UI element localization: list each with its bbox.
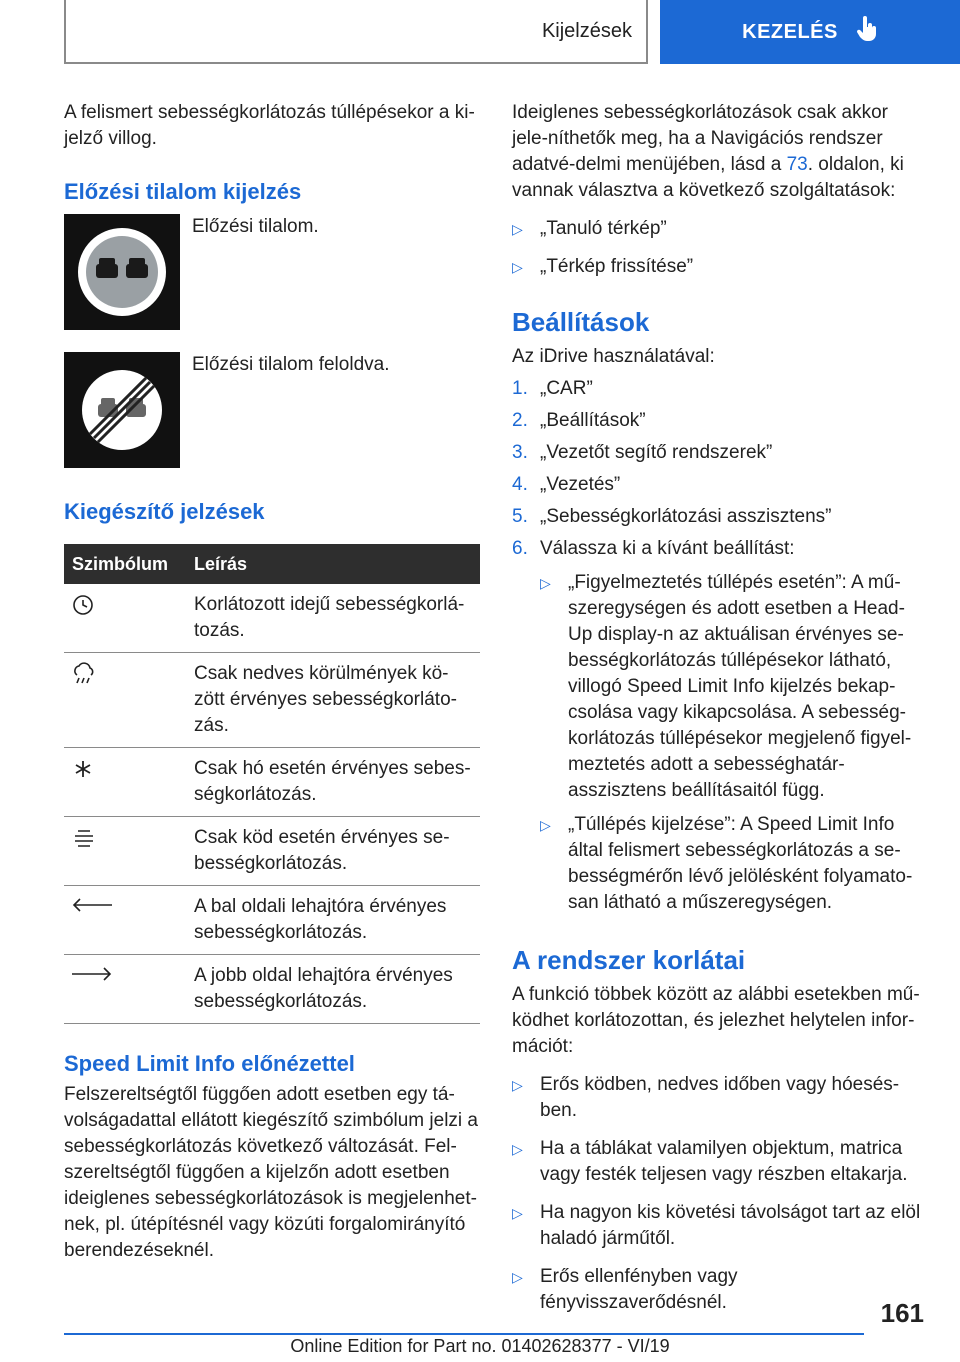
left-column [64, 100, 480, 1264]
list-item: 2. „Beállítások” [512, 410, 646, 431]
list-item: ▷ „Figyelmeztetés túllépés esetén”: A mű-szeregységen és adott esetben a Head-Up display-n az aktuálisan érvényes se-bességkorlátozás túllépésekor látható, villogó Speed Limit Info kijelzés bekap-csolása vagy kikapcsolása. A sebesség-korlátozás túllépésekor megjelenő figyel-meztetés adott a sebességhatár-asszisztens beállításaitól függ. [540, 570, 928, 804]
list-item: ▷ „Térkép frissítése” [512, 254, 928, 280]
header-chapter [660, 0, 960, 64]
triangle-bullet-icon: ▷ [512, 259, 523, 275]
table-header-symbol: Szimbólum [64, 544, 186, 584]
sign2-label: Előzési tilalom feloldva. [192, 354, 390, 375]
list-item: ▷ Erős ellenfényben vagy fényvisszaverődésnél. [512, 1264, 928, 1316]
settings-options [540, 570, 928, 916]
table-row [64, 653, 480, 748]
triangle-bullet-icon: ▷ [512, 1141, 523, 1157]
triangle-bullet-icon: ▷ [512, 221, 523, 237]
sign-row-no-overtaking [64, 214, 480, 330]
settings-intro: Az iDrive használatával: [512, 346, 715, 367]
triangle-bullet-icon: ▷ [512, 1205, 523, 1221]
table-row [64, 584, 480, 653]
footer-edition: Online Edition for Part no. 01402628377 - VI/19 [290, 1336, 670, 1356]
header-section [64, 0, 648, 64]
table-row [64, 817, 480, 886]
list-item: 1. „CAR” [512, 378, 593, 399]
end-no-overtaking-sign-icon [64, 352, 180, 468]
triangle-bullet-icon: ▷ [540, 575, 551, 591]
table-cell-text: A jobb oldal lehajtóra érvényes sebességkorlátozás. [186, 955, 480, 1024]
intro-paragraph: A felismert sebességkorlátozás túllépésekor a ki-jelző villog. [64, 102, 475, 149]
preview-paragraph: Felszereltségtől függően adott esetben egy tá-volságadattal ellátott kiegészítő szimbólum jelzi a sebességkorlátozás következő változását. Fel-szereltségtől függően a kijelzőn adott esetben ideiglenes sebességkorlátozások is megjelenhet-nek, pl. útépítésnél vagy közúti forgalomirányító berendezéseknél. [64, 1084, 478, 1261]
table-header-row [64, 544, 480, 584]
hand-pointer-icon [856, 16, 878, 48]
table-cell-text: Csak köd esetén érvényes se-bességkorlátozás. [186, 817, 480, 886]
list-item: ▷ Ha nagyon kis követési távolságot tart az elöl haladó járműtől. [512, 1200, 928, 1252]
preview-heading: Speed Limit Info előnézettel [64, 1051, 355, 1076]
table-cell-text: A bal oldali lehajtóra érvényes sebességkorlátozás. [186, 886, 480, 955]
table-cell-text: Korlátozott idejű sebességkorlá-tozás. [186, 584, 480, 653]
sign-row-no-overtaking-end [64, 352, 480, 468]
list-item: 5. „Sebességkorlátozási asszisztens” [512, 506, 832, 527]
arrow-right-icon [70, 969, 114, 990]
fog-icon [70, 835, 98, 856]
table-row [64, 748, 480, 817]
list-item: ▷ „Tanuló térkép” [512, 216, 928, 242]
triangle-bullet-icon: ▷ [512, 1269, 523, 1285]
rain-cloud-icon [70, 671, 98, 692]
table-row [64, 886, 480, 955]
table-header-description: Leírás [186, 544, 480, 584]
settings-heading: Beállítások [512, 307, 650, 337]
right-column [512, 100, 928, 1316]
clock-icon [70, 602, 96, 623]
services-list [512, 216, 928, 280]
page-number: 161 [880, 1298, 924, 1328]
arrow-left-icon [70, 900, 114, 921]
supplementary-table [64, 544, 480, 1024]
limits-heading: A rendszer korlátai [512, 945, 746, 975]
no-overtaking-sign-icon [64, 214, 180, 330]
table-cell-text: Csak nedves körülmények kö-zött érvényes sebességkorláto-zás. [186, 653, 480, 748]
temporary-limits-paragraph [512, 100, 928, 204]
table-row [64, 955, 480, 1024]
list-item: 3. „Vezetőt segítő rendszerek” [512, 442, 773, 463]
list-item: 4. „Vezetés” [512, 474, 621, 495]
footer-divider [64, 1333, 864, 1335]
limits-list [512, 1072, 928, 1316]
list-item: ▷ „Túllépés kijelzése”: A Speed Limit Info által felismert sebességkorlátozás a se-bességmérőn lévő jelölésként folyamato-san látható a műszeregységen. [540, 812, 928, 916]
intro-text-after: . oldalon, ki vannak választva a következő szolgáltatások: [512, 154, 904, 201]
header-section-title: Kijelzések [541, 19, 632, 42]
list-item: ▷ Erős ködben, nedves időben vagy hóesés-ben. [512, 1072, 928, 1124]
settings-steps [512, 376, 928, 562]
list-item: 6. Válassza ki a kívánt beállítást: [512, 538, 795, 559]
sign1-label: Előzési tilalom. [192, 216, 319, 237]
list-item: ▷ Ha a táblákat valamilyen objektum, matrica vagy festék teljesen vagy részben eltakarja. [512, 1136, 928, 1188]
page-link[interactable]: 73 [786, 154, 808, 175]
triangle-bullet-icon: ▷ [540, 817, 551, 833]
table-cell-text: Csak hó esetén érvényes sebes-ségkorlátozás. [186, 748, 480, 817]
no-overtaking-heading: Előzési tilalom kijelzés [64, 179, 302, 204]
limits-intro: A funkció többek között az alábbi esetekben mű-ködhet korlátozottan, és jelezhet helytelen infor-mációt: [512, 984, 920, 1057]
snowflake-icon [70, 766, 96, 787]
intro-text-before: Ideiglenes sebességkorlátozások csak akkor jele-níthetők meg, ha a Navigációs rendszer adatvé-delmi menüjében, lásd a [512, 102, 888, 175]
supplementary-heading: Kiegészítő jelzések [64, 499, 265, 524]
header-chapter-title: KEZELÉS [742, 20, 838, 43]
triangle-bullet-icon: ▷ [512, 1077, 523, 1093]
